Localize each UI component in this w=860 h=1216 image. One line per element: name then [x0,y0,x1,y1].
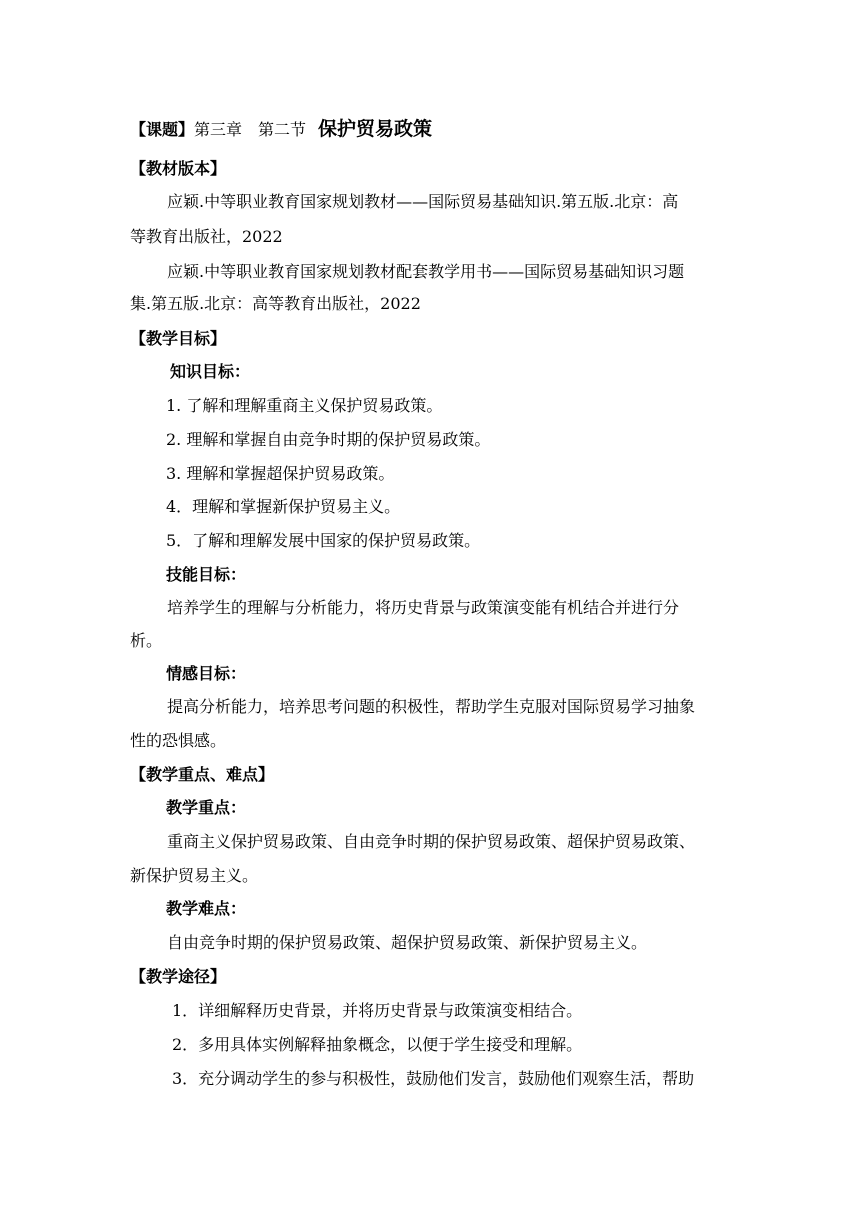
skill-line1: 培养学生的理解与分析能力，将历史背景与政策演变能有机结合并进行分 [167,598,680,617]
title-chapter: 第三章 [194,120,243,139]
knowledge-item: 4．理解和掌握新保护贸易主义。 [166,497,401,516]
approach-item: 3．充分调动学生的参与积极性，鼓励他们发言，鼓励他们观察生活，帮助 [172,1069,695,1088]
keypoints-heading: 【教学重点、难点】 [130,765,275,784]
textbook-ref1-line1: 应颖.中等职业教育国家规划教材——国际贸易基础知识.第五版.北京：高 [167,192,679,211]
knowledge-item: 5．了解和理解发展中国家的保护贸易政策。 [166,531,481,550]
knowledge-item: 2. 理解和掌握自由竞争时期的保护贸易政策。 [166,430,491,449]
approach-item: 2．多用具体实例解释抽象概念，以便于学生接受和理解。 [172,1035,583,1054]
textbook-ref2-line2: 集.第五版.北京：高等教育出版社，2022 [130,294,421,313]
focus-line1: 重商主义保护贸易政策、自由竞争时期的保护贸易政策、超保护贸易政策、 [167,832,696,851]
textbook-ref2-line1: 应颖.中等职业教育国家规划教材配套教学用书——国际贸易基础知识习题 [167,262,685,281]
approach-item: 1．详细解释历史背景，并将历史背景与政策演变相结合。 [172,1001,583,1020]
approach-heading: 【教学途径】 [130,967,227,986]
emotion-line1: 提高分析能力，培养思考问题的积极性，帮助学生克服对国际贸易学习抽象 [167,697,696,716]
knowledge-heading: 知识目标： [170,362,251,381]
knowledge-item: 3. 理解和掌握超保护贸易政策。 [166,464,395,483]
title-label: 【课题】 [130,120,195,139]
difficulty-line1: 自由竞争时期的保护贸易政策、超保护贸易政策、新保护贸易主义。 [167,933,648,952]
objectives-heading: 【教学目标】 [130,329,227,348]
title-section: 第二节 [258,120,307,139]
emotion-heading: 情感目标： [166,664,247,683]
skill-heading: 技能目标： [166,565,247,584]
skill-line2: 析。 [130,631,163,650]
emotion-line2: 性的恐惧感。 [130,731,227,750]
lesson-title [130,119,432,140]
focus-line2: 新保护贸易主义。 [130,866,259,885]
title-topic: 保护贸易政策 [318,118,433,140]
focus-heading: 教学重点： [166,798,247,817]
textbook-ref1-line2: 等教育出版社，2022 [130,227,283,246]
difficulty-heading: 教学难点： [166,899,247,918]
knowledge-item: 1. 了解和理解重商主义保护贸易政策。 [166,396,443,415]
textbook-heading: 【教材版本】 [130,159,227,178]
